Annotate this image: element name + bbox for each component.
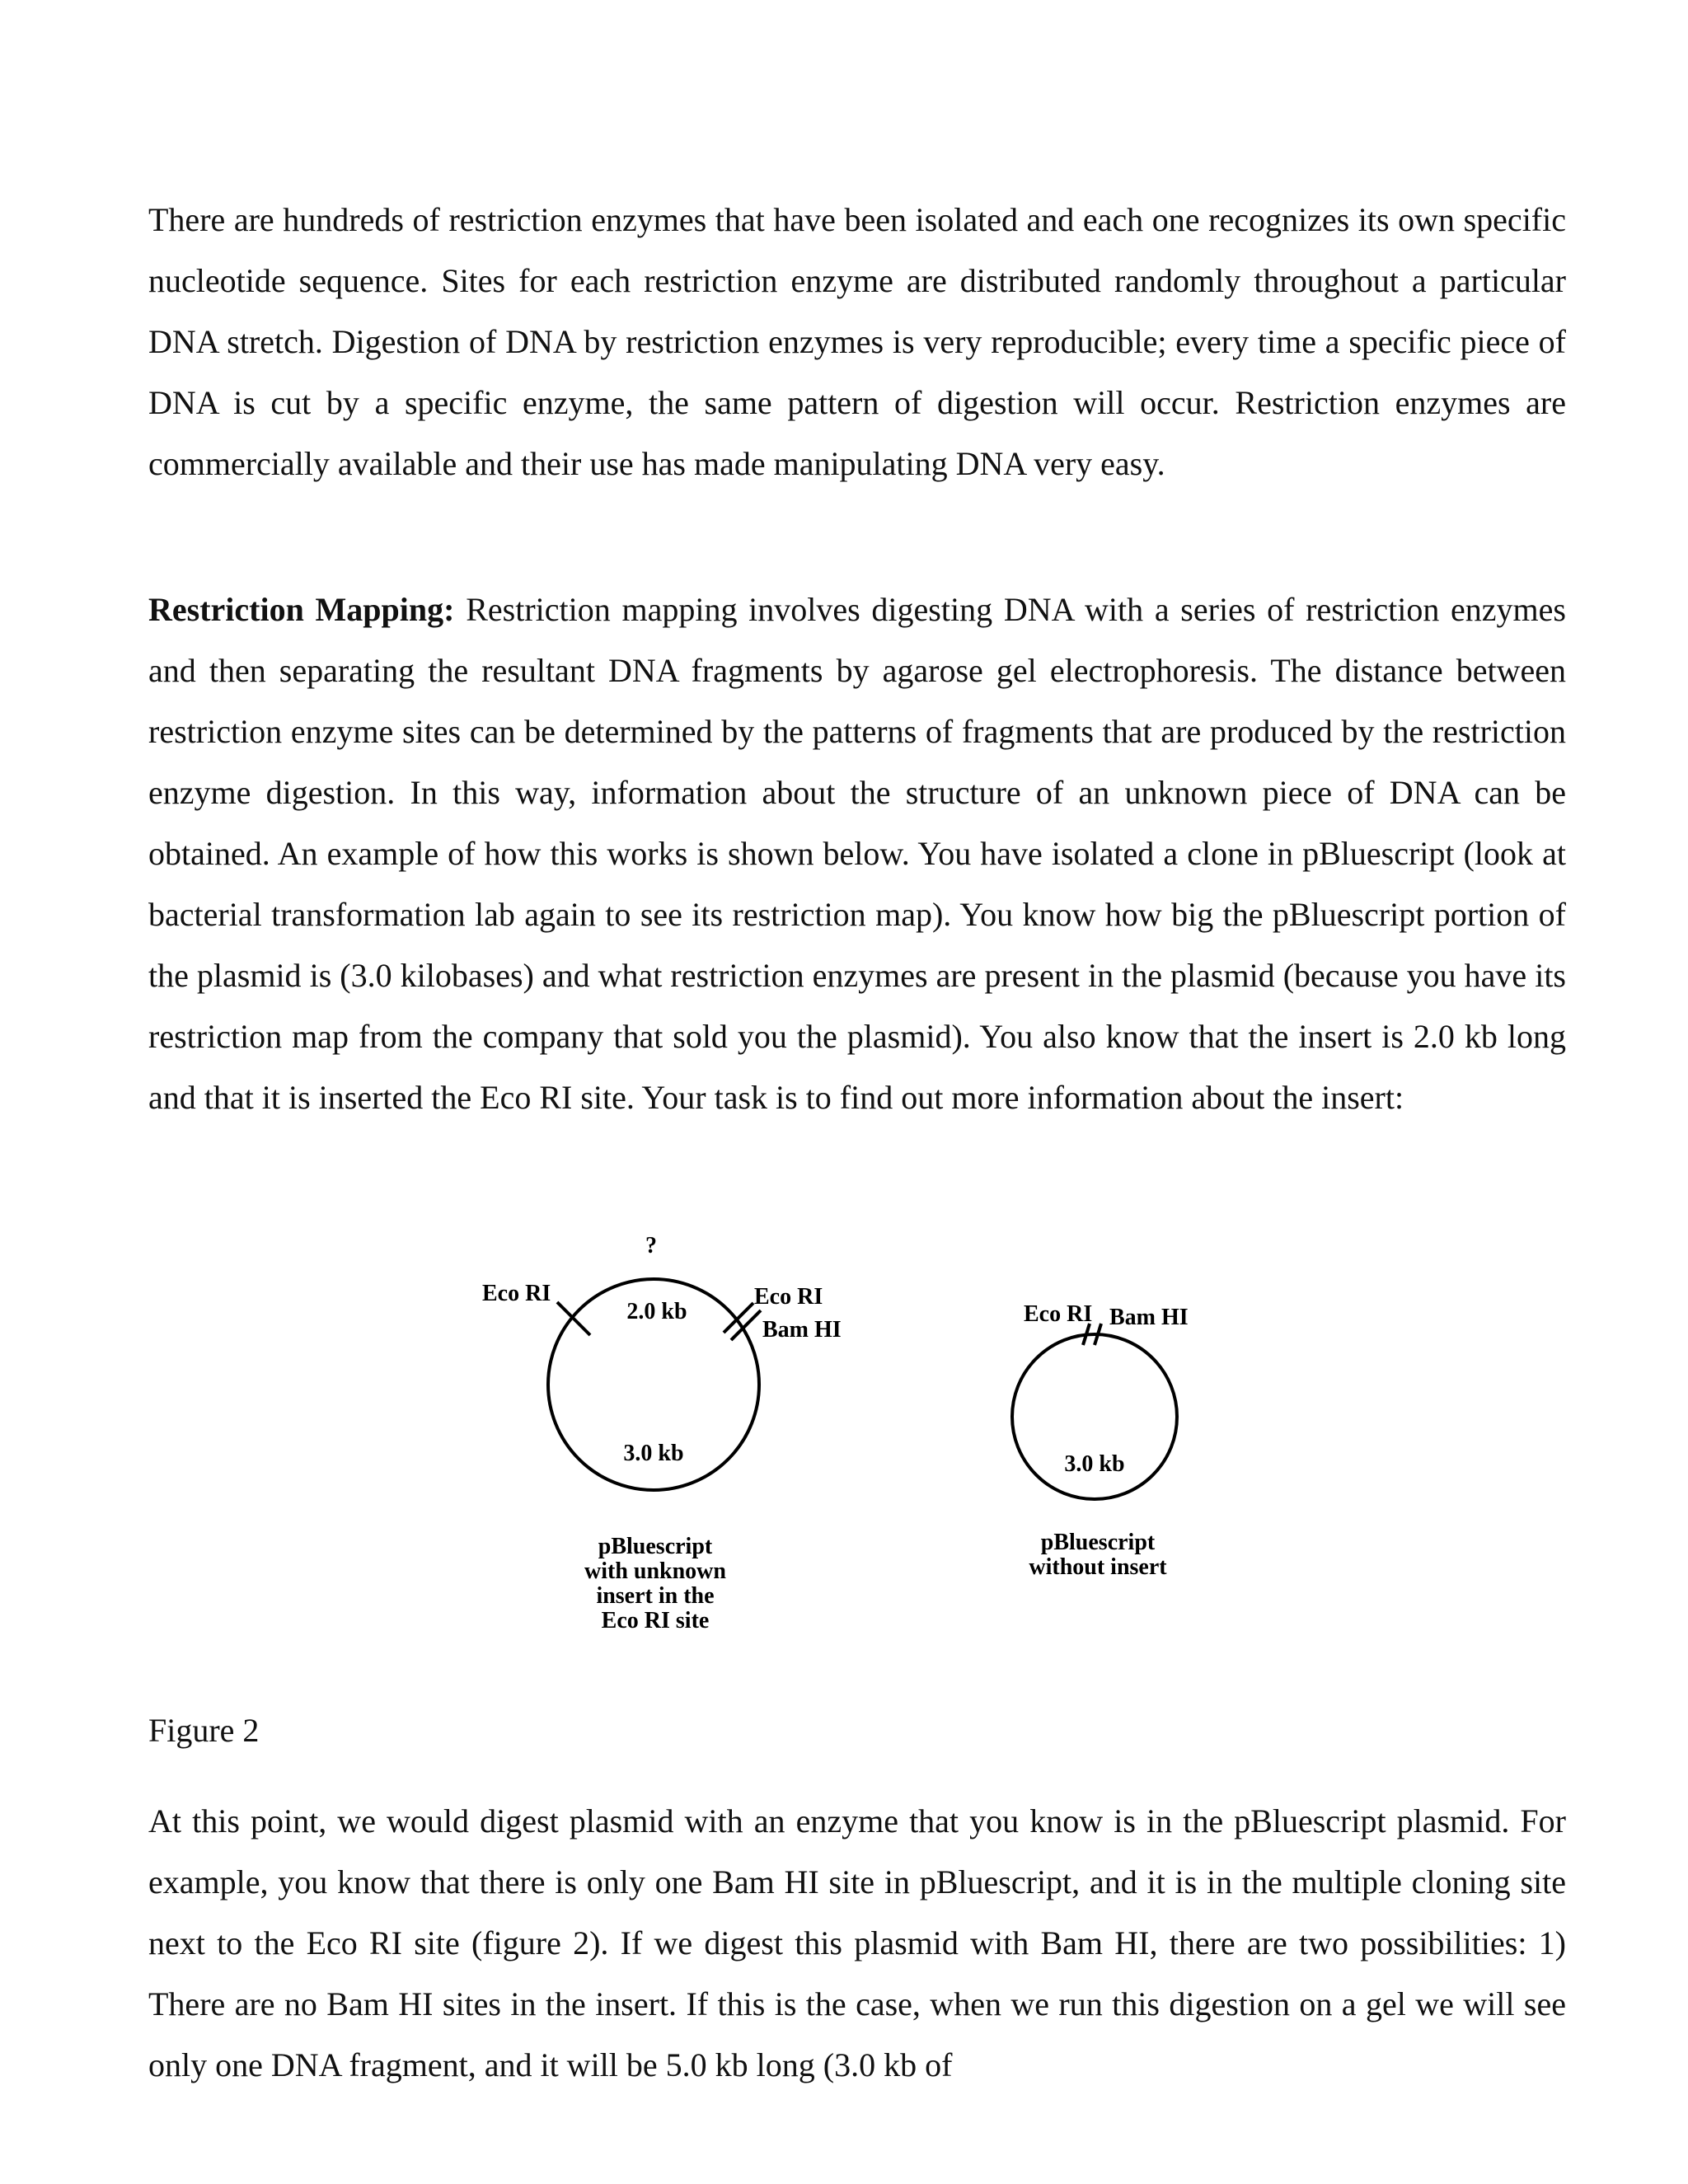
bam-hi-label-right: Bam HI [762,1317,842,1343]
figure-caption: Figure 2 [148,1712,260,1749]
vector-size-label-right: 3.0 kb [1064,1451,1125,1477]
insert-size-label: 2.0 kb [626,1299,687,1324]
left-plasmid-label-line-3: insert in the [596,1583,715,1609]
unknown-question-mark: ? [645,1233,657,1258]
eco-ri-label-right: Eco RI [754,1284,823,1310]
eco-ri-label-small: Eco RI [1024,1301,1093,1327]
eco-ri-label-left: Eco RI [482,1281,551,1306]
left-plasmid-label-line-4: Eco RI site [601,1608,710,1633]
restriction-mapping-heading: Restriction Mapping: [148,591,455,628]
digest-paragraph: At this point, we would digest plasmid with an enzyme that you know is in the pBluescript plasmid. For example, you know that there is only one Bam HI site in pBluescript, and it is in the multiple cloning site next to the Eco RI site (figure 2). If we digest this plasmid with Bam HI, there are two possibilities: 1) There are no Bam HI sites in the insert. If this is the case, when we run this digestion on a gel we will see only one DNA fragment, and it will be 5.0 kb long (3.0 kb of [148,1802,1566,2083]
right-plasmid-label-line-1: pBluescript [1040,1530,1156,1555]
restriction-mapping-body: Restriction mapping involves digesting DNA with a series of restriction enzymes and then separating the resultant DNA fragments by agarose gel electrophoresis. The distance between restriction enzyme sites can be determined by the patterns of fragments that are produced by the restriction enzyme digestion. In this way, information about the structure of an unknown piece of DNA can be obtained. An example of how this works is shown below. You have isolated a clone in pBluescript (look at bacterial transformation lab again to see its restriction map). You know how big the pBluescript portion of the plasmid is (3.0 kilobases) and what restriction enzymes are present in the plasmid (because you have its restriction map from the company that sold you the plasmid). You also know that the insert is 2.0 kb long and that it is inserted the Eco RI site. Your task is to find out more information about the insert: [148,591,1566,1116]
plasmid-diagram [462,1228,1286,1657]
right-plasmid-label-line-2: without insert [1029,1554,1167,1580]
bam-hi-label-small: Bam HI [1109,1305,1189,1330]
left-plasmid-label-line-1: pBluescript [598,1534,713,1559]
eco-ri-cut-mark-right [724,1303,753,1333]
plasmid-without-insert [1012,1301,1189,1580]
restriction-mapping-paragraph [148,579,1566,1128]
left-plasmid-label-line-2: with unknown [584,1558,726,1584]
intro-paragraph: There are hundreds of restriction enzymes that have been isolated and each one recognizes its own specific nucleotide sequence. Sites for each restriction enzyme are distributed randomly throughout a particular DNA stretch. Digestion of DNA by restriction enzymes is very reproducible; every time a specific piece of DNA is cut by a specific enzyme, the same pattern of digestion will occur. Restriction enzymes are commercially available and their use has made manipulating DNA very easy. [148,201,1566,482]
plasmid-with-insert [482,1233,842,1633]
vector-size-label-left: 3.0 kb [623,1441,684,1466]
plasmid-figure [462,1228,1286,1657]
